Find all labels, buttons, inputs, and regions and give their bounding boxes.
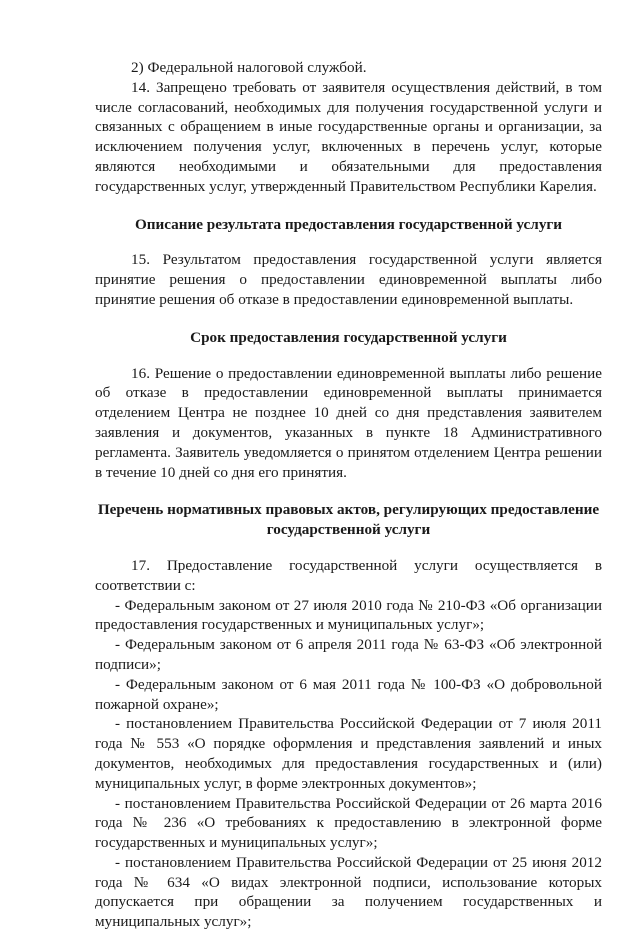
list-item: - Федеральным законом от 6 мая 2011 года № 100-ФЗ «О добровольной пожарной охране»; — [95, 675, 602, 713]
list-item: - Федеральным законом от 6 апреля 2011 года № 63-ФЗ «Об электронной подписи»; — [95, 636, 602, 673]
list-item: - постановлением Правительства Российской Федерации от 26 марта 2016 года № 236 «О требованиях к предоставлению в электронной форме государственных и муниципальных услуг»; — [95, 794, 602, 852]
paragraph-15: 15. Результатом предоставления государственной услуги является принятие решения о предоставлении единовременной выплаты либо принятие решения об отказе в предоставлении единовременной выплаты. — [95, 251, 602, 308]
section-heading-term: Срок предоставления государственной услуги — [190, 328, 507, 346]
paragraph-14: 14. Запрещено требовать от заявителя осуществления действий, в том числе согласований, необходимых для получения государственной услуги и связанных с обращением в иные государственные органы и организации, за исключением получения услуг, включенных в перечень услуг, которые являются необходимыми и обязательными для предоставления государственных услуг, утвержденный Правительством Республики Карелия. — [95, 78, 602, 195]
list-item: - постановлением Правительства Российской Федерации от 7 июля 2011 года № 553 «О порядке оформления и представления заявлений и иных документов, необходимых для предоставления государственных и (или) муниципальных услуг, в форме электронных документов»; — [95, 715, 602, 792]
paragraph-13-item-2: 2) Федеральной налоговой службой. — [131, 59, 367, 76]
list-item: - Федеральным законом от 27 июля 2010 года № 210-ФЗ «Об организации предоставления государственных и муниципальных услуг»; — [95, 596, 602, 634]
paragraph-16: 16. Решение о предоставлении единовременной выплаты либо решение об отказе в предоставлении единовременной выплаты принимается отделением Центра не позднее 10 дней со дня представления заявителем заявления и документов, указанных в пункте 18 Административного регламента. Заявитель уведомляется о принятом отделением Центра решении в течение 10 дней со дня его принятия. — [95, 364, 602, 481]
list-item: - постановлением Правительства Российской Федерации от 25 июня 2012 года № 634 «О видах электронной подписи, использование которых допускается при обращении за получением государственных и муниципальных услуг»; — [95, 853, 602, 931]
section-heading-result: Описание результата предоставления государственной услуги — [134, 215, 563, 233]
section-heading-legal-acts: Перечень нормативных правовых актов, регулирующих предоставление государственной услуги — [97, 501, 600, 539]
paragraph-17: 17. Предоставление государственной услуги осуществляется в соответствии с: — [95, 556, 602, 594]
